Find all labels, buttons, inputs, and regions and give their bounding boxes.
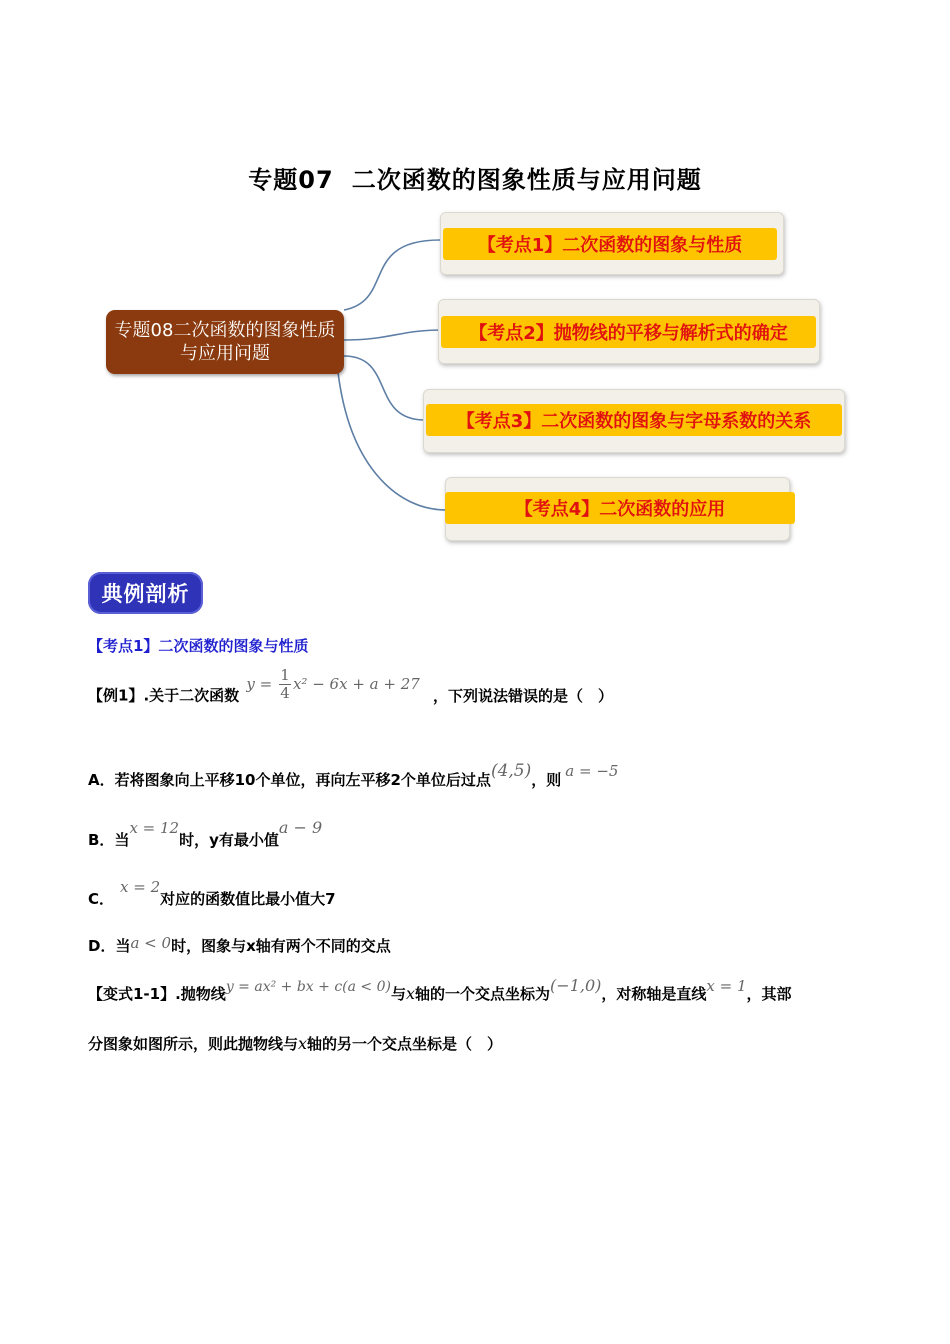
option-b-label: B． (88, 831, 115, 849)
option-d-math1: a < 0 (130, 934, 172, 952)
formula-lhs: y = (246, 674, 277, 693)
option-d-label: D． (88, 937, 116, 955)
variant1-text1: .抛物线 (175, 985, 226, 1003)
option-c-text1: 对应的函数值比最小值大7 (160, 890, 336, 908)
section-badge: 典例剖析 (88, 572, 203, 614)
variant1-line2b: 轴的另一个交点坐标是（ ） (307, 1035, 503, 1053)
connector-1 (344, 240, 440, 310)
option-a-label: A． (88, 771, 115, 789)
example1-text1: .关于二次函数 (143, 686, 240, 705)
example1-question (88, 666, 614, 713)
option-a-math2: a = −5 (565, 762, 619, 780)
formula-fraction (279, 668, 291, 701)
option-b-math1: x = 12 (129, 819, 180, 837)
variant1-line1 (88, 976, 792, 1004)
option-a-text2: ，则 (531, 771, 562, 789)
example1-label: 【例1】 (88, 686, 144, 705)
variant1-math1: y = ax² + bx + c(a < 0) (225, 979, 391, 995)
option-d (88, 935, 391, 956)
fraction-numerator: 1 (280, 666, 290, 684)
connector-2 (344, 330, 442, 340)
variant1-label: 【变式1-1】 (88, 985, 176, 1003)
title-topic-number: 专题07 (248, 166, 334, 194)
variant1-x2: x (298, 1034, 308, 1053)
kaodian1-heading: 【考点1】二次函数的图象与性质 (88, 637, 309, 655)
variant1-line2a: 分图象如图所示，则此抛物线与 (88, 1035, 299, 1053)
option-c-label: C． (88, 890, 115, 908)
option-b-text2: 时，y有最小值 (179, 831, 279, 849)
example1-text2: ，下列说法错误的是（ ） (433, 686, 614, 705)
variant1-text3: 轴的一个交点坐标为 (415, 985, 551, 1003)
fraction-denominator: 4 (280, 684, 290, 702)
mindmap-connectors (0, 0, 950, 560)
title-topic-name: 二次函数的图象性质与应用问题 (351, 166, 702, 194)
variant1-x1: x (406, 984, 416, 1003)
example1-formula (246, 666, 420, 702)
mindmap-branch-4: 【考点4】二次函数的应用 (445, 492, 795, 524)
variant1-text2: 与 (390, 985, 406, 1003)
option-c (88, 878, 336, 909)
mindmap-branch-1: 【考点1】二次函数的图象与性质 (443, 228, 777, 260)
option-b-math2: a − 9 (278, 818, 323, 837)
option-d-text1: 当 (115, 937, 131, 955)
formula-rest: x² − 6x + a + 27 (292, 674, 420, 693)
connector-3 (344, 356, 425, 420)
option-b-text1: 当 (114, 831, 130, 849)
option-c-math1: x = 2 (120, 878, 161, 896)
variant1-text5: ，其部 (746, 985, 792, 1003)
variant1-line2 (88, 1033, 502, 1054)
option-d-text2: 时，图象与x轴有两个不同的交点 (171, 937, 391, 955)
option-a-text1: 若将图象向上平移10个单位，再向左平移2个单位后过点 (114, 771, 491, 789)
option-a (88, 761, 619, 790)
option-a-math1: (4,5) (490, 761, 532, 781)
mindmap-branch-3: 【考点3】二次函数的图象与字母系数的关系 (426, 404, 842, 436)
option-b (88, 818, 323, 850)
variant1-text4: ，对称轴是直线 (601, 985, 707, 1003)
mindmap-root-node: 专题08二次函数的图象性质与应用问题 (106, 310, 344, 374)
mindmap-branch-2: 【考点2】抛物线的平移与解析式的确定 (441, 316, 816, 348)
variant1-math3: x = 1 (706, 977, 747, 995)
variant1-math2: (−1,0) (550, 976, 602, 995)
